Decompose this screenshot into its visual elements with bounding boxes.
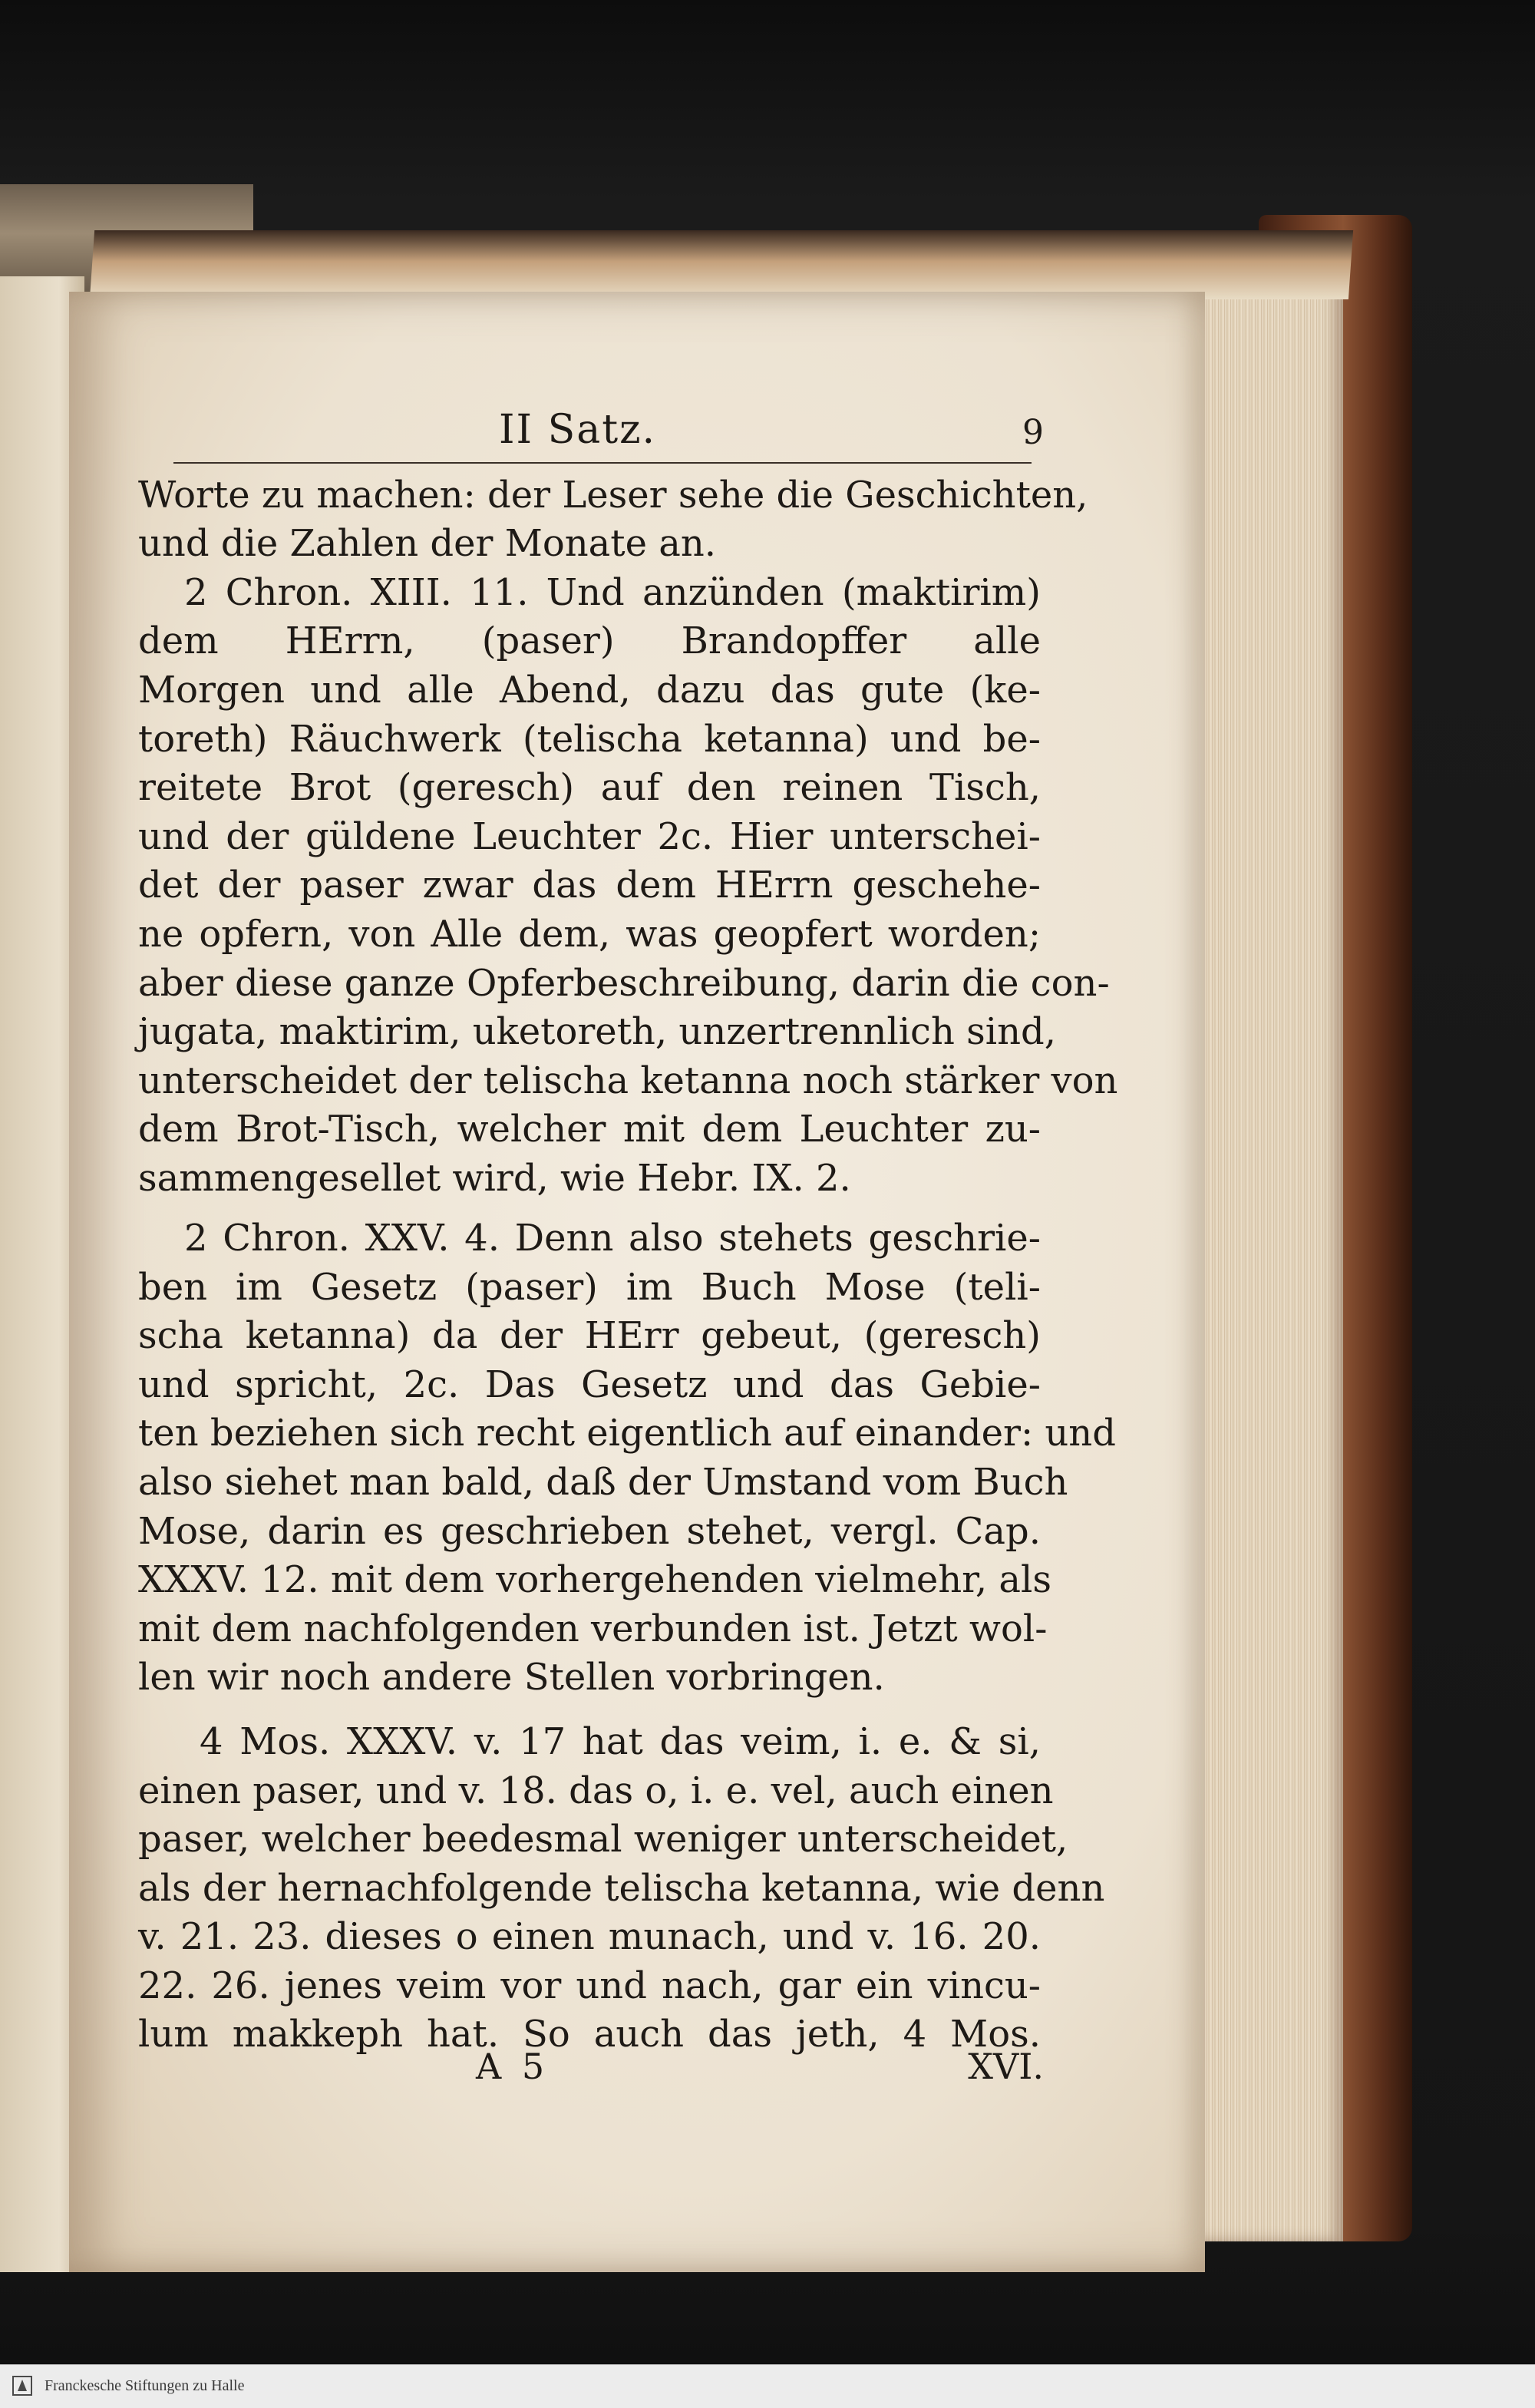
text-line: ben im Gesetz (paser) im Buch Mose (teli- xyxy=(138,1266,1041,1309)
text-line: Mose, darin es geschrieben stehet, vergl. Cap. xyxy=(138,1510,1041,1553)
signature-mark: A 5 xyxy=(476,2046,550,2087)
credit-label: Franckesche Stiftungen zu Halle xyxy=(45,2377,245,2394)
text-line: reitete Brot (geresch) auf den reinen Tisch, xyxy=(138,766,1041,809)
text-line: als der hernachfolgende telischa ketanna, wie denn xyxy=(138,1867,1105,1910)
text-line: ne opfern, von Alle dem, was geopfert worden; xyxy=(138,913,1041,956)
text-line: v. 21. 23. dieses o einen munach, und v. 16. 20. xyxy=(138,1915,1041,1958)
text-line: sammengesellet wird, wie Hebr. IX. 2. xyxy=(138,1157,851,1200)
page-footer xyxy=(138,2046,1044,2099)
text-line: 22. 26. jenes veim vor und nach, gar ein vincu- xyxy=(138,1964,1041,2007)
running-header xyxy=(138,407,1044,453)
text-line: und spricht, 2c. Das Gesetz und das Gebie- xyxy=(138,1363,1041,1406)
text-line: und die Zahlen der Monate an. xyxy=(138,522,717,565)
text-line: scha ketanna) da der HErr gebeut, (geresch) xyxy=(138,1314,1041,1357)
page-block-edge xyxy=(1182,276,1343,2241)
text-line: aber diese ganze Opferbeschreibung, darin die con- xyxy=(138,962,1110,1005)
credit-bar xyxy=(0,2364,1535,2408)
page-number: 9 xyxy=(1022,413,1044,452)
text-line: jugata, maktirim, uketoreth, unzertrennlich sind, xyxy=(138,1010,1056,1053)
text-line: unterscheidet der telischa ketanna noch stärker von xyxy=(138,1059,1118,1102)
text-line: 2 Chron. XIII. 11. Und anzünden (maktirim) xyxy=(184,571,1041,614)
text-line: ten beziehen sich recht eigentlich auf einander: und xyxy=(138,1412,1116,1455)
text-line: einen paser, und v. 18. das o, i. e. vel, auch einen xyxy=(138,1769,1054,1812)
text-line: mit dem nachfolgenden verbunden ist. Jetzt wol- xyxy=(138,1607,1048,1650)
text-line: 4 Mos. XXXV. v. 17 hat das veim, i. e. & si, xyxy=(200,1720,1041,1763)
catchword: XVI. xyxy=(968,2046,1044,2087)
text-line: XXXV. 12. mit dem vorhergehenden vielmehr, als xyxy=(138,1558,1051,1601)
running-title: II Satz. xyxy=(499,407,657,453)
header-rule xyxy=(173,462,1032,464)
text-line: toreth) Räuchwerk (telischa ketanna) und be- xyxy=(138,718,1041,761)
text-line: dem Brot-Tisch, welcher mit dem Leuchter zu- xyxy=(138,1108,1041,1151)
text-line: Worte zu machen: der Leser sehe die Geschichten, xyxy=(138,474,1088,517)
page-top-edge xyxy=(90,230,1353,299)
text-line: dem HErrn, (paser) Brandopffer alle xyxy=(138,619,1041,662)
text-line: det der paser zwar das dem HErrn geschehe- xyxy=(138,864,1041,907)
institution-logo-icon xyxy=(11,2374,34,2397)
text-line: und der güldene Leuchter 2c. Hier unterschei- xyxy=(138,815,1041,858)
text-line: Morgen und alle Abend, dazu das gute (ke- xyxy=(138,669,1041,712)
text-line: len wir noch andere Stellen vorbringen. xyxy=(138,1656,885,1699)
text-line: also siehet man bald, daß der Umstand vom Buch xyxy=(138,1461,1068,1504)
text-line: 2 Chron. XXV. 4. Denn also stehets geschrie- xyxy=(184,1217,1041,1260)
text-line: paser, welcher beedesmal weniger unterscheidet, xyxy=(138,1818,1068,1861)
text-line: lum makkeph hat. So auch das jeth, 4 Mos. xyxy=(138,2013,1041,2056)
